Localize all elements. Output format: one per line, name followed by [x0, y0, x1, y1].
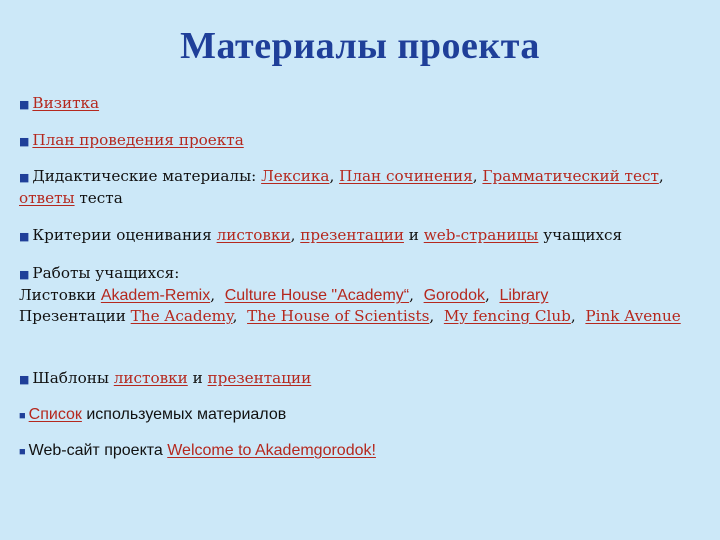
link-criteria-webpage[interactable]: web-страницы — [423, 226, 539, 244]
works-heading: Работы учащихся: — [32, 264, 180, 282]
presentations-row: Презентации The Academy, The House of Scientists, My fencing Club, Pink Avenue — [19, 307, 681, 325]
link-plan[interactable]: План проведения проекта — [32, 131, 244, 149]
bullet-icon: ■ — [19, 410, 26, 422]
link-plan-sochineniya[interactable]: План сочинения — [339, 167, 473, 185]
sources-suffix: используемых материалов — [81, 406, 287, 423]
separator: и — [187, 369, 208, 387]
leaflets-label: Листовки — [19, 286, 101, 304]
bullet-icon: ■ — [19, 171, 30, 184]
link-sources-list[interactable]: Список — [28, 406, 82, 423]
list-item-criteria — [19, 225, 689, 247]
bullet-icon: ■ — [19, 98, 30, 111]
bullet-icon: ■ — [19, 373, 30, 386]
link-leksika[interactable]: Лексика — [261, 167, 330, 185]
bullet-icon: ■ — [19, 446, 26, 458]
didactic-suffix: теста — [74, 189, 123, 207]
link-criteria-presentation[interactable]: презентации — [300, 226, 404, 244]
list-item-templates — [19, 368, 689, 390]
link-template-leaflet[interactable]: листовки — [113, 369, 188, 387]
list-item-website — [19, 440, 689, 463]
slide-title: Материалы проекта — [180, 25, 540, 67]
criteria-label: Критерии оценивания — [32, 226, 217, 244]
link-culture-house[interactable]: Culture House "Academy“ — [224, 287, 410, 304]
link-criteria-leaflet[interactable]: листовки — [216, 226, 291, 244]
bullet-icon: ■ — [19, 230, 30, 243]
separator: и — [403, 226, 424, 244]
link-gorodok[interactable]: Gorodok — [423, 287, 485, 304]
separator: , — [290, 226, 301, 244]
criteria-suffix: учащихся — [538, 226, 623, 244]
link-website[interactable]: Welcome to Akademgorodok! — [167, 442, 376, 459]
list-item-didactic — [19, 166, 689, 209]
list-item-plan — [19, 130, 689, 152]
separator: , — [472, 167, 483, 185]
link-akadem-remix[interactable]: Akadem-Remix — [100, 287, 211, 304]
list-item-sources — [19, 404, 689, 427]
templates-label: Шаблоны — [32, 369, 114, 387]
link-answers[interactable]: ответы — [19, 189, 75, 207]
bullet-icon: ■ — [19, 135, 30, 148]
link-grammar-test[interactable]: Грамматический тест — [482, 167, 659, 185]
didactic-label: Дидактические материалы: — [32, 167, 262, 185]
link-the-academy[interactable]: The Academy — [130, 307, 233, 325]
link-vizitka[interactable]: Визитка — [32, 94, 100, 112]
separator: , — [329, 167, 340, 185]
link-pink-avenue[interactable]: Pink Avenue — [585, 307, 681, 325]
link-fencing-club[interactable]: My fencing Club — [443, 307, 571, 325]
presentations-label: Презентации — [19, 307, 131, 325]
link-house-of-scientists[interactable]: The House of Scientists — [247, 307, 430, 325]
link-library[interactable]: Library — [499, 287, 549, 304]
bullet-icon: ■ — [19, 268, 30, 281]
list-item-vizitka — [19, 93, 689, 115]
link-template-presentation[interactable]: презентации — [207, 369, 312, 387]
list-item-works — [19, 263, 689, 327]
website-label: Web-сайт проекта — [28, 442, 168, 459]
leaflets-row: Листовки Akadem-Remix, Culture House "Academy“, Gorodok, Library — [19, 286, 549, 304]
separator: , — [658, 167, 664, 185]
